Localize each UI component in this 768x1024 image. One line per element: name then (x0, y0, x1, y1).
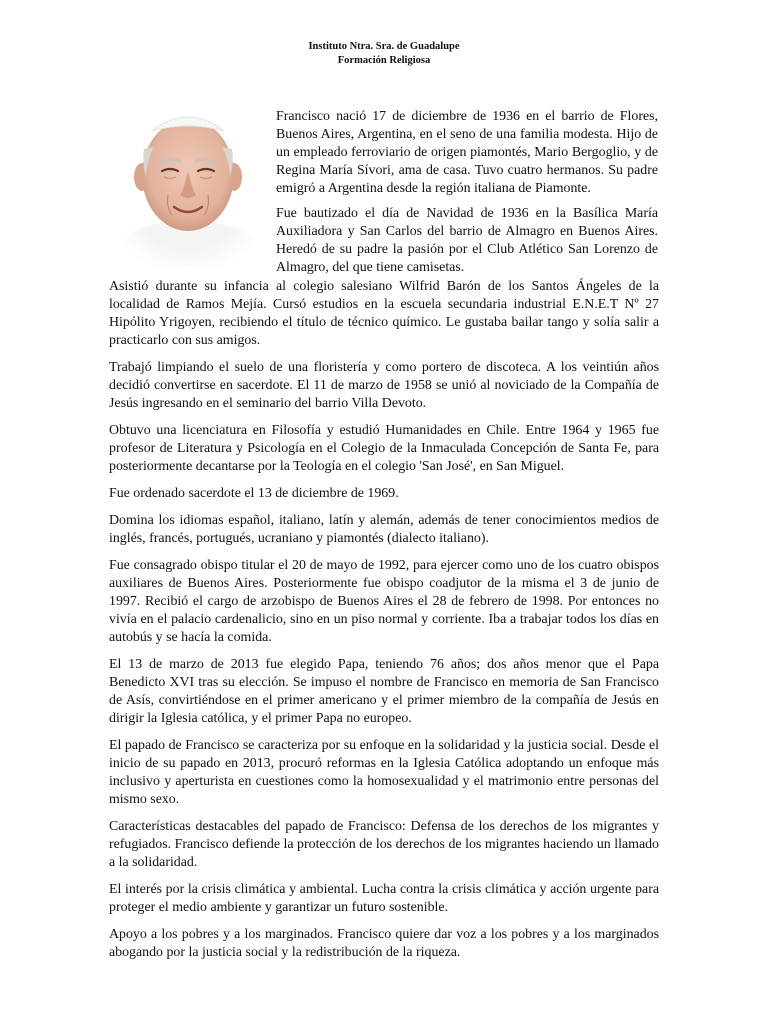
intro-paragraph: Francisco nació 17 de diciembre de 1936 en el barrio de Flores, Buenos Aires, Argentina, en el seno de una familia modesta. Hijo de un empleado ferroviario de origen piamontés, Mario Bergoglio, y de Regina María Sívori, ama de casa. Tuvo cuatro hermanos. Su padre emigró a Argentina desde la región italiana de Piamonte. (276, 109, 658, 196)
institution-name: Instituto Ntra. Sra. de Guadalupe (308, 41, 460, 52)
body-paragraph: Apoyo a los pobres y a los marginados. Francisco quiere dar voz a los pobres y a los marginados abogando por la justicia social y la redistribución de la riqueza. (109, 927, 659, 960)
intro-paragraph: Fue bautizado el día de Navidad de 1936 en la Basílica María Auxiliadora y San Carlos del barrio de Almagro en Buenos Aires. Heredó de su padre la pasión por el Club Atlético San Lorenzo de Almagro, del que tiene camisetas. (276, 206, 658, 275)
portrait-illustration (108, 97, 268, 267)
intro-text (276, 108, 658, 284)
body-paragraph: Domina los idiomas español, italiano, latín y alemán, además de tener conocimientos medios de inglés, francés, portugués, ucraniano y piamontés (dialecto italiano). (109, 513, 659, 546)
body-paragraph: El 13 de marzo de 2013 fue elegido Papa, teniendo 76 años; dos años menor que el Papa Benedicto XVI tras su elección. Se impuso el nombre de Francisco en memoria de San Francisco de Asís, convirtiéndose en el primer americano y el primer miembro de la compañía de Jesús en dirigir la Iglesia católica, y el primer Papa no europeo. (109, 657, 659, 726)
portrait-photo (108, 97, 268, 267)
body-paragraph: Fue consagrado obispo titular el 20 de mayo de 1992, para ejercer como uno de los cuatro obispos auxiliares de Buenos Aires. Posteriormente fue obispo coadjutor de la misma el 3 de junio de 1997. Recibió el cargo de arzobispo de Buenos Aires el 28 de febrero de 1998. Por entonces no vivía en el palacio cardenalicio, sino en un piso normal y corriente. Iba a trabajar todos los días en autobús y se hacía la comida. (109, 558, 659, 645)
body-paragraph: Fue ordenado sacerdote el 13 de diciembre de 1969. (109, 486, 399, 501)
body-paragraph: Características destacables del papado de Francisco: Defensa de los derechos de los migrantes y refugiados. Francisco defiende la protección de los derechos de los migrantes haciendo un llamado a la solidaridad. (109, 819, 659, 870)
body-paragraph: Trabajó limpiando el suelo de una floristería y como portero de discoteca. A los veintiún años decidió convertirse en sacerdote. El 11 de marzo de 1958 se unió al noviciado de la Compañía de Jesús ingresando en el seminario del barrio Villa Devoto. (109, 360, 659, 411)
body-paragraph: El papado de Francisco se caracteriza por su enfoque en la solidaridad y la justicia social. Desde el inicio de su papado en 2013, procuró reformas en la Iglesia Católica adoptando un enfoque más inclusivo y aperturista en cuestiones como la homosexualidad y el matrimonio entre personas del mismo sexo. (109, 738, 659, 807)
body-paragraph: El interés por la crisis climática y ambiental. Lucha contra la crisis climática y acción urgente para proteger el medio ambiente y garantizar un futuro sostenible. (109, 882, 659, 915)
body-text (109, 278, 659, 971)
document-header (0, 40, 768, 68)
body-paragraph: Asistió durante su infancia al colegio salesiano Wilfrid Barón de los Santos Ángeles de la localidad de Ramos Mejía. Cursó estudios en la escuela secundaria industrial E.N.E.T Nº 27 Hipólito Yrigoyen, recibiendo el título de técnico químico. Le gustaba bailar tango y solía salir a practicarlo con sus amigos. (109, 279, 659, 348)
subject-title: Formación Religiosa (337, 55, 431, 66)
body-paragraph: Obtuvo una licenciatura en Filosofía y estudió Humanidades en Chile. Entre 1964 y 1965 fue profesor de Literatura y Psicología en el Colegio de la Inmaculada Concepción de Santa Fe, para posteriormente decantarse por la Teología en el colegio 'San José', en San Miguel. (109, 423, 659, 474)
